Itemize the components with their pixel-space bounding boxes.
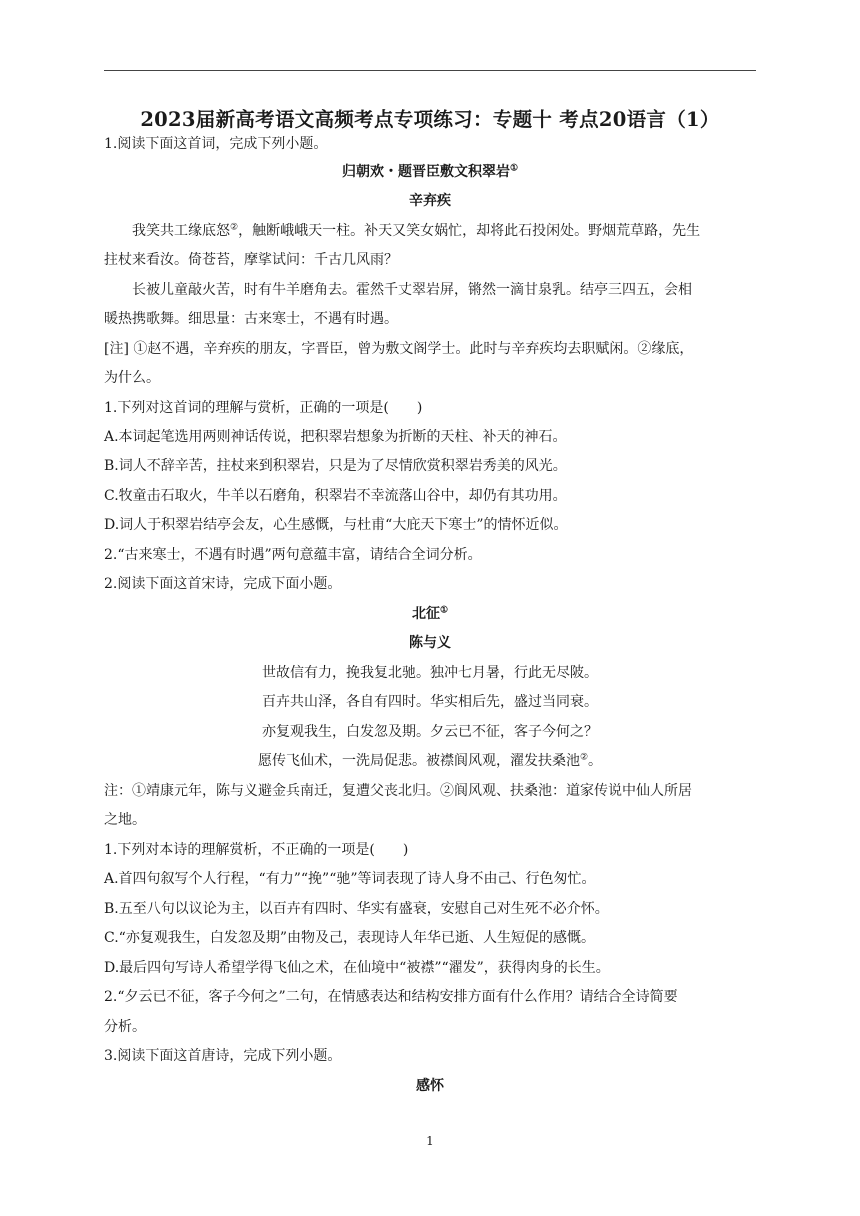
section1-intro: 1.阅读下面这首词，完成下列小题。 — [104, 136, 328, 152]
section2-question2-line2: 分析。 — [104, 1019, 146, 1035]
page-title: 2023届新高考语文高频考点专项练习：专题十 考点20语言（1） — [140, 108, 720, 131]
section2-option-c: C.“亦复观我生，白发忽及期”由物及己，表现诗人年华已逝、人生短促的感慨。 — [104, 930, 595, 946]
section1-stanza2-line1: 长被儿童敲火苦，时有牛羊磨角去。霍然千丈翠岩屏，锵然一滴甘泉乳。结亭三四五，会相 — [132, 282, 692, 298]
section2-author: 陈与义 — [409, 635, 451, 651]
section2-question2-line1: 2.“夕云已不征，客子今何之”二句，在情感表达和结构安排方面有什么作用？请结合全诗简要 — [104, 989, 678, 1005]
section2-poem-title: 北征① — [411, 605, 449, 622]
section1-stanza2-line2: 暖热携歌舞。细思量：古来寒士，不遇有时遇。 — [104, 311, 398, 327]
section2-verse4: 愿传飞仙术，一洗局促悲。被襟阆风观，濯发扶桑池②。 — [257, 752, 603, 769]
section1-author: 辛弃疾 — [409, 193, 451, 209]
page-number: 1 — [426, 1134, 434, 1148]
section2-option-d: D.最后四句写诗人希望学得飞仙之术，在仙境中“被襟”“濯发”，获得肉身的长生。 — [104, 960, 610, 976]
section1-question1: 1.下列对这首词的理解与赏析，正确的一项是( ) — [104, 400, 423, 416]
section2-verse1: 世故信有力，挽我复北驰。独冲七月暑，行此无尽陂。 — [262, 665, 598, 681]
section1-stanza1-line2: 拄杖来看汝。倚苍苔，摩挲试问：千古几风雨？ — [104, 252, 398, 268]
section2-intro: 2.阅读下面这首宋诗，完成下面小题。 — [104, 576, 342, 592]
section1-question2: 2.“古来寒士，不遇有时遇”两句意蕴丰富，请结合全词分析。 — [104, 547, 482, 563]
section1-poem-title: 归朝欢・题晋臣敷文积翠岩① — [341, 163, 519, 180]
section1-option-b: B.词人不辞辛苦，拄杖来到积翠岩，只是为了尽情欣赏积翠岩秀美的风光。 — [104, 458, 567, 474]
section3-poem-title: 感怀 — [416, 1078, 444, 1094]
section1-option-d: D.词人于积翠岩结亭会友，心生感慨，与杜甫“大庇天下寒士”的情怀近似。 — [104, 517, 568, 533]
section2-question1: 1.下列对本诗的理解赏析，不正确的一项是( ) — [104, 842, 409, 858]
section2-option-b: B.五至八句以议论为主，以百卉有四时、华实有盛衰，安慰自己对生死不必介怀。 — [104, 901, 609, 917]
section1-note-line1: [注] ①赵不遇，辛弃疾的朋友，字晋臣，曾为敷文阁学士。此时与辛弃疾均去职赋闲。②缘底， — [104, 341, 694, 357]
section1-option-c: C.牧童击石取火，牛羊以石磨角，积翠岩不幸流落山谷中，却仍有其功用。 — [104, 488, 567, 504]
section2-note-line2: 之地。 — [104, 812, 146, 828]
header-rule — [104, 70, 756, 71]
section2-verse2: 百卉共山泽，各自有四时。华实相后先，盛过当同衰。 — [262, 694, 598, 710]
section2-verse3: 亦复观我生，白发忽及期。夕云已不征，客子今何之？ — [262, 724, 598, 740]
section1-note-line2: 为什么。 — [104, 370, 160, 386]
section2-note-line1: 注：①靖康元年，陈与义避金兵南迁，复遭父丧北归。②阆风观、扶桑池：道家传说中仙人所居 — [104, 783, 692, 799]
section1-stanza1-line1: 我笑共工缘底怒②，触断峨峨天一柱。补天又笑女娲忙，却将此石投闲处。野烟荒草路，先生 — [132, 222, 701, 239]
section2-option-a: A.首四句叙写个人行程，“有力”“挽”“驰”等词表现了诗人身不由己、行色匆忙。 — [104, 871, 596, 887]
section1-option-a: A.本词起笔选用两则神话传说，把积翠岩想象为折断的天柱、补天的神石。 — [104, 429, 567, 445]
section3-intro: 3.阅读下面这首唐诗，完成下列小题。 — [104, 1048, 342, 1064]
